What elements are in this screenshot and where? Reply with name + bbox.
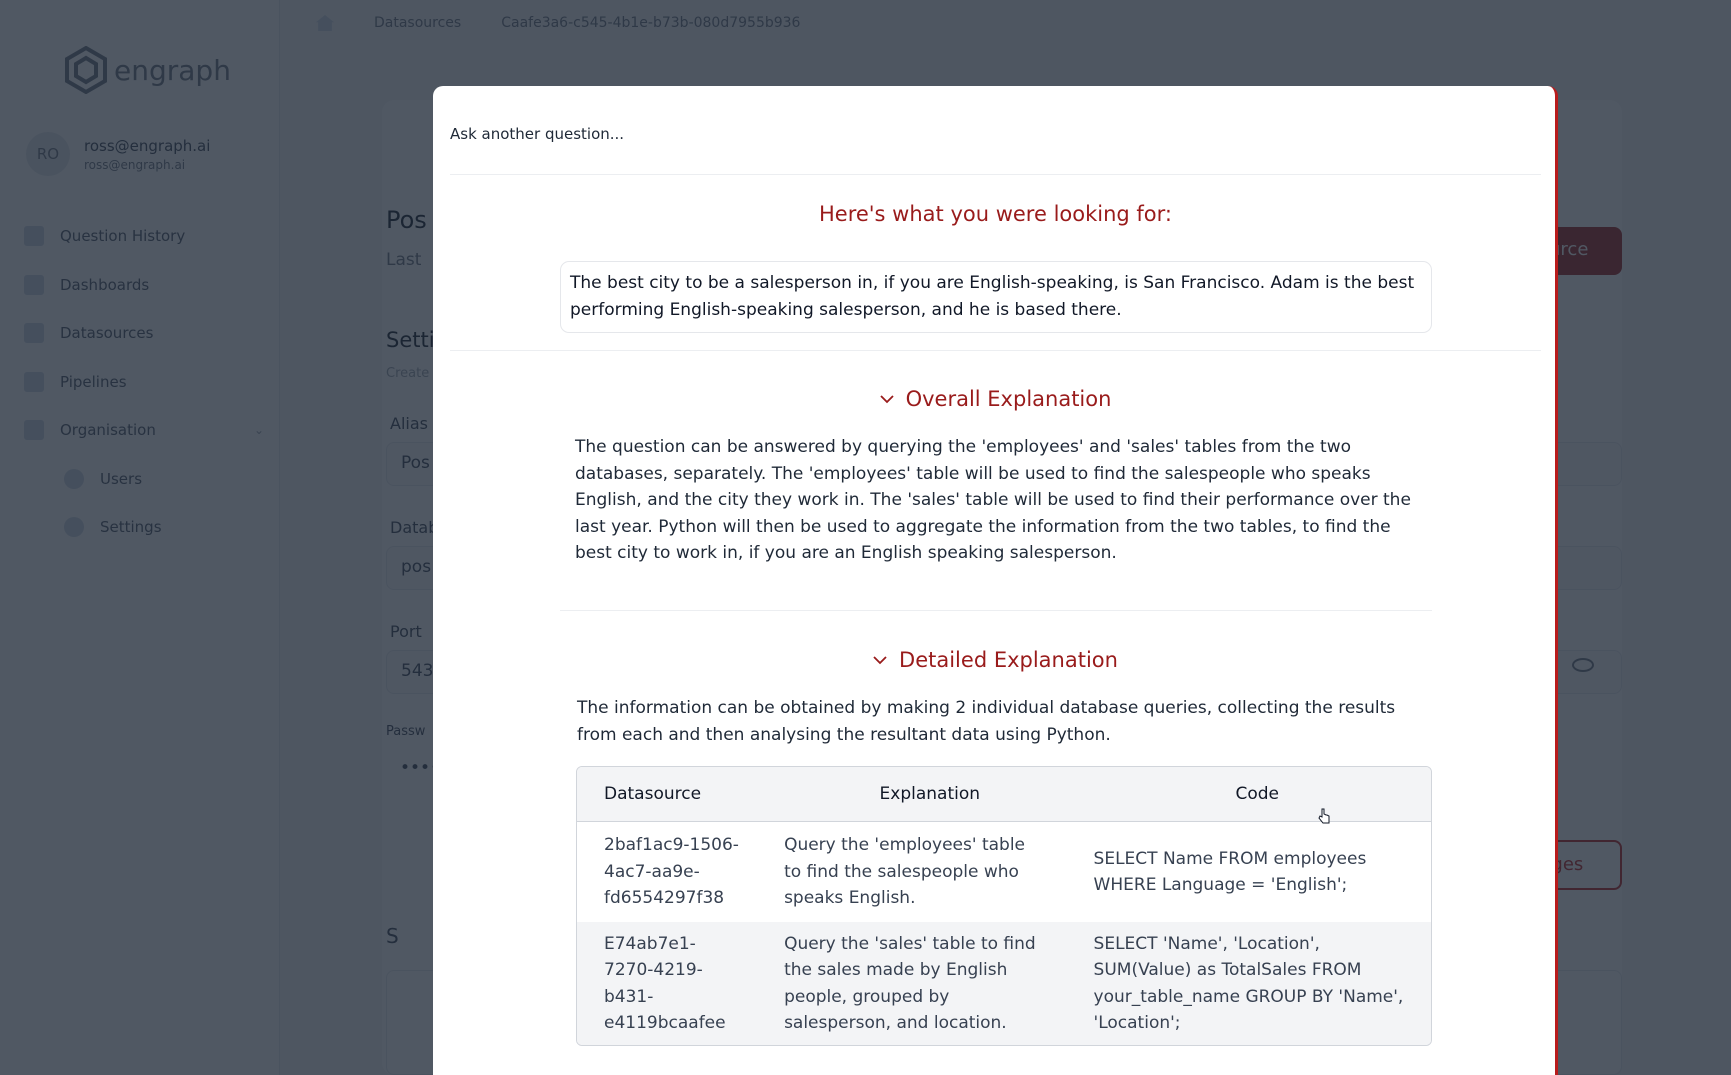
table-header-row bbox=[577, 767, 1431, 822]
datasource-cell bbox=[577, 822, 776, 922]
chevron-down-icon bbox=[880, 392, 894, 406]
explanation-cell bbox=[776, 922, 1083, 1045]
overall-explanation-toggle[interactable] bbox=[433, 387, 1558, 411]
divider bbox=[450, 350, 1541, 351]
answer-modal bbox=[433, 86, 1558, 1075]
chevron-down-icon bbox=[873, 653, 887, 667]
column-header-datasource: Datasource bbox=[577, 767, 776, 822]
overall-explanation-text: The question can be answered by querying the 'employees' and 'sales' tables from the two databases, separately. The 'employees' table will be used to find the salespeople who speaks English, and the city they work in. The 'sales' table will be used to find their performance over the last year. Python will then be used to aggregate the information from the two tables, to find the best city to work in, if you are an English speaking salesperson. bbox=[575, 437, 1411, 563]
detailed-explanation-text: The information can be obtained by making 2 individual database queries, collecting the results from each and then analysing the resultant data using Python. bbox=[577, 698, 1396, 745]
answer-text: The best city to be a salesperson in, if you are English-speaking, is San Francisco. Adam is the best performing English-speaking salesperson, and he is based there. bbox=[560, 261, 1432, 333]
table-row bbox=[577, 822, 1431, 922]
code-text: SELECT Name FROM employees WHERE Language = 'English'; bbox=[1093, 848, 1367, 895]
ask-question-input[interactable] bbox=[450, 106, 1525, 162]
hand-cursor-icon bbox=[1318, 808, 1330, 824]
code-cell bbox=[1084, 822, 1431, 922]
explanation-text: Query the 'sales' table to find the sales made by English people, grouped by salesperson, and location. bbox=[784, 933, 1036, 1033]
explanation-text: Query the 'employees' table to find the salespeople who speaks English. bbox=[784, 835, 1026, 909]
detailed-explanation-toggle[interactable] bbox=[433, 648, 1558, 672]
query-table bbox=[576, 766, 1432, 1046]
detailed-explanation-heading: Detailed Explanation bbox=[899, 648, 1118, 672]
answer-title: Here's what you were looking for: bbox=[818, 202, 1172, 226]
code-cell bbox=[1084, 922, 1431, 1045]
overall-explanation-heading: Overall Explanation bbox=[905, 387, 1112, 411]
datasource-id: 2baf1ac9-1506-4ac7-aa9e-fd6554297f38 bbox=[604, 835, 739, 909]
column-header-explanation: Explanation bbox=[776, 767, 1083, 822]
datasource-cell bbox=[577, 922, 776, 1045]
table-row bbox=[577, 922, 1431, 1045]
explanation-cell bbox=[776, 822, 1083, 922]
column-header-code: Code bbox=[1084, 767, 1431, 822]
divider bbox=[450, 174, 1541, 175]
divider bbox=[560, 610, 1432, 611]
code-text: SELECT 'Name', 'Location', SUM(Value) as TotalSales FROM your_table_name GROUP BY 'Name', 'Location'; bbox=[1093, 933, 1404, 1033]
datasource-id: E74ab7e1-7270-4219-b431-e4119bcaafee bbox=[604, 933, 726, 1033]
